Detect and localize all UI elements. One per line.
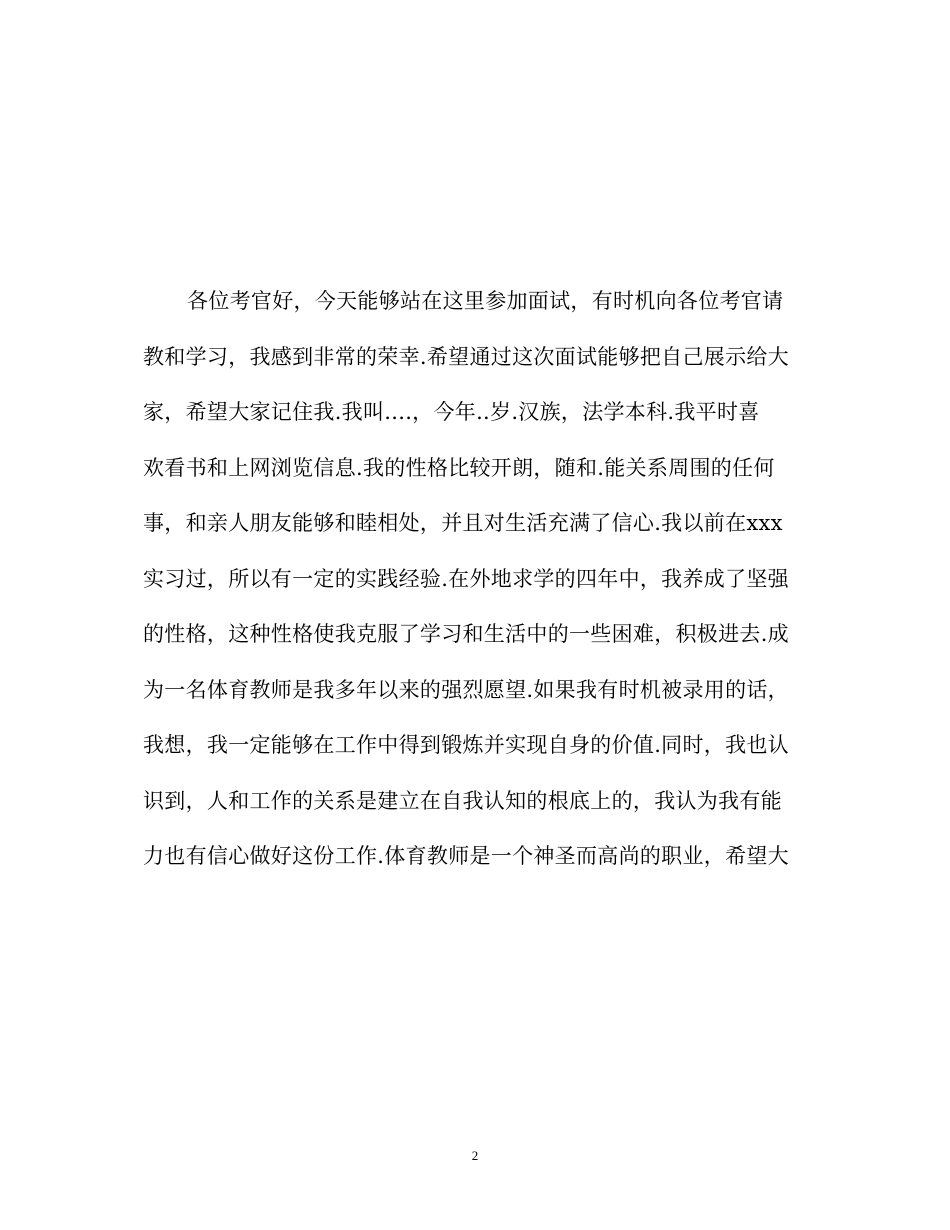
paragraph-line: 为一名体育教师是我多年以来的强烈愿望.如果我有时机被录用的话， xyxy=(143,677,789,702)
paragraph-line: 事，和亲人朋友能够和睦相处，并且对生活充满了信心.我以前在xxx xyxy=(143,511,783,535)
paragraph-line: 的性格，这种性格使我克服了学习和生活中的一些困难，积极进去.成 xyxy=(143,622,789,646)
paragraph-line: 各位考官好，今天能够站在这里参加面试，有时机向各位考官请 xyxy=(187,289,784,313)
page-number: 2 xyxy=(471,1148,479,1163)
paragraph-line: 识到，人和工作的关系是建立在自我认知的根底上的，我认为我有能 xyxy=(143,788,782,813)
paragraph-line: 欢看书和上网浏览信息.我的性格比较开朗，随和.能关系周围的任何 xyxy=(143,455,775,480)
paragraph-line: 我想，我一定能够在工作中得到锻炼并实现自身的价值.同时，我也认 xyxy=(143,733,789,757)
paragraph-line: 力也有信心做好这份工作.体育教师是一个神圣而高尚的职业，希望大 xyxy=(143,844,789,868)
paragraph-line: 实习过，所以有一定的实践经验.在外地求学的四年中，我养成了坚强 xyxy=(143,566,789,591)
paragraph-line: 家，希望大家记住我.我叫....，今年..岁.汉族，法学本科.我平时喜 xyxy=(143,400,760,424)
paragraph-line: 教和学习，我感到非常的荣幸.希望通过这次面试能够把自己展示给大 xyxy=(143,344,789,369)
body-paragraph xyxy=(143,283,811,894)
